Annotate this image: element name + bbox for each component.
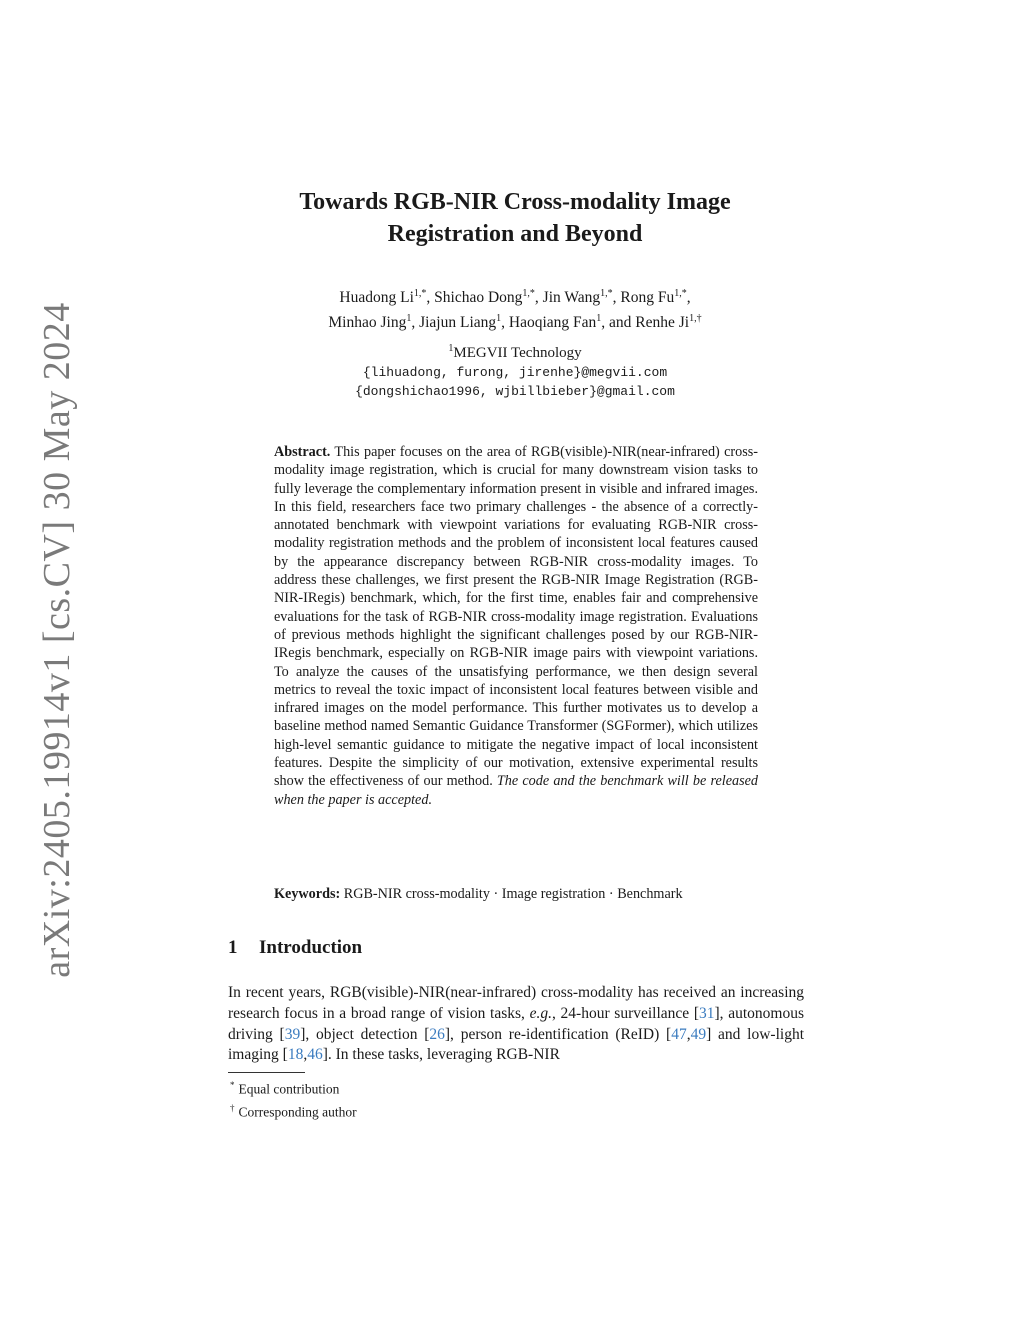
author-affil-mark: 1 xyxy=(406,313,412,325)
abstract-release-note: The code and the benchmark will be released when the paper is accepted. xyxy=(274,773,758,808)
author-affil-mark: 1,† xyxy=(689,313,702,325)
keywords xyxy=(274,885,758,903)
author-name: Shichao Dong xyxy=(434,289,523,307)
footnote-equal-contribution: * Equal contribution xyxy=(230,1080,340,1097)
abstract-body: This paper focuses on the area of RGB(visible)-NIR(near-infrared) cross-modality image registration, which is crucial for many downstream vision tasks to fully leverage the complementary information present in visible and infrared images. In this field, researchers face two primary challenges - the absence of a correctly-annotated benchmark with viewpoint variations for evaluating RGB-NIR cross-modality registration methods and the problem of inconsistent local features caused by the appearance discrepancy between RGB-NIR cross-modality images. To address these challenges, we first present the RGB-NIR Image Registration (RGB-NIR-IRegis) benchmark, which, for the first time, enables fair and comprehensive evaluations for the task of RGB-NIR cross-modality image registration. Evaluations of previous methods highlight the significant challenges posed by our RGB-NIR-IRegis benchmark, especially on RGB-NIR image pairs with viewpoint variations. To analyze the causes of the unsatisfying performance, we then design several metrics to reveal the toxic impact of inconsistent local features between visible and infrared images on the model performance. This further motivates us to develop a baseline method named Semantic Guidance Transformer (SGFormer), which utilizes high-level semantic guidance to mitigate the negative impact of local inconsistent features. Despite the simplicity of our motivation, extensive experimental results show the effectiveness of our method. xyxy=(274,444,758,790)
affiliation-mark: 1 xyxy=(448,343,454,354)
citation-link[interactable]: 31 xyxy=(699,1004,715,1022)
author-name: Rong Fu xyxy=(620,289,675,307)
title-line-2: Registration and Beyond xyxy=(387,221,643,247)
author-name: Minhao Jing xyxy=(328,314,407,332)
author-list xyxy=(230,283,800,333)
author-separator: , xyxy=(612,289,621,307)
keywords-label: Keywords: xyxy=(274,886,341,902)
author-email-1[interactable]: {lihuadong, furong, jirenhe}@megvii.com xyxy=(362,365,668,380)
author-separator: , xyxy=(426,289,435,307)
footnote-divider xyxy=(228,1072,305,1073)
author-affil-mark: 1,* xyxy=(413,288,427,299)
section-title: Introduction xyxy=(259,937,363,958)
author-affil-mark: 1 xyxy=(496,313,502,325)
affiliation-org: $^1$MEGVII Technology xyxy=(448,343,582,361)
title-line-1: Towards RGB-NIR Cross-modality Image xyxy=(299,189,731,215)
abstract xyxy=(274,443,758,809)
citation-link[interactable]: 18 xyxy=(287,1046,304,1064)
author-name: Huadong Li xyxy=(339,289,414,307)
introduction-paragraph: In recent years, RGB(visible)-NIR(near-infrared) cross-modality has received an increasing research focus in a broad range of vision tasks, e.g., 24-hour surveillance [31], autonomous driving [39], object detection [26], person re-identification (ReID) [47,49] and low-light imaging [18,46]. In these tasks, leveraging RGB-NIR xyxy=(228,984,805,1064)
author-separator: , xyxy=(534,289,543,307)
author-email-2[interactable]: {dongshichao1996, wjbillbieber}@gmail.com xyxy=(355,384,675,399)
author-separator: , xyxy=(501,314,509,332)
author-name: Jin Wang xyxy=(542,289,601,307)
author-name: Jiajun Liang xyxy=(419,314,497,332)
footnotes xyxy=(230,1076,357,1121)
author-affil-mark: 1 xyxy=(596,313,602,325)
citation-link[interactable]: 26 xyxy=(429,1025,445,1043)
author-separator: , xyxy=(686,289,691,307)
author-separator: , and xyxy=(601,314,636,332)
author-affil-mark: 1,* xyxy=(600,288,613,299)
author-line-1 xyxy=(230,283,800,308)
section-number: 1 xyxy=(228,937,238,958)
author-name: Renhe Ji xyxy=(635,314,690,332)
author-affil-mark: 1,* xyxy=(522,288,535,299)
affiliation-block xyxy=(230,339,800,401)
section-heading-introduction xyxy=(228,937,362,959)
abstract-label: Abstract. xyxy=(274,444,331,460)
paper-title xyxy=(230,186,800,250)
citation-link[interactable]: 47 xyxy=(671,1025,687,1043)
citation-link[interactable]: 49 xyxy=(690,1025,707,1043)
arxiv-identifier: arXiv:2405.19914v1 [cs.CV] 30 May 2024 xyxy=(36,302,78,978)
footnote-corresponding-author: † Corresponding author xyxy=(230,1102,357,1119)
keywords-text: RGB-NIR cross-modality · Image registration · Benchmark xyxy=(343,886,683,902)
author-line-2 xyxy=(230,308,800,333)
citation-link[interactable]: 46 xyxy=(307,1046,323,1064)
author-affil-mark: 1,* xyxy=(674,288,687,299)
author-separator: , xyxy=(411,314,420,332)
citation-link[interactable]: 39 xyxy=(284,1025,301,1043)
author-name: Haoqiang Fan xyxy=(508,314,597,332)
